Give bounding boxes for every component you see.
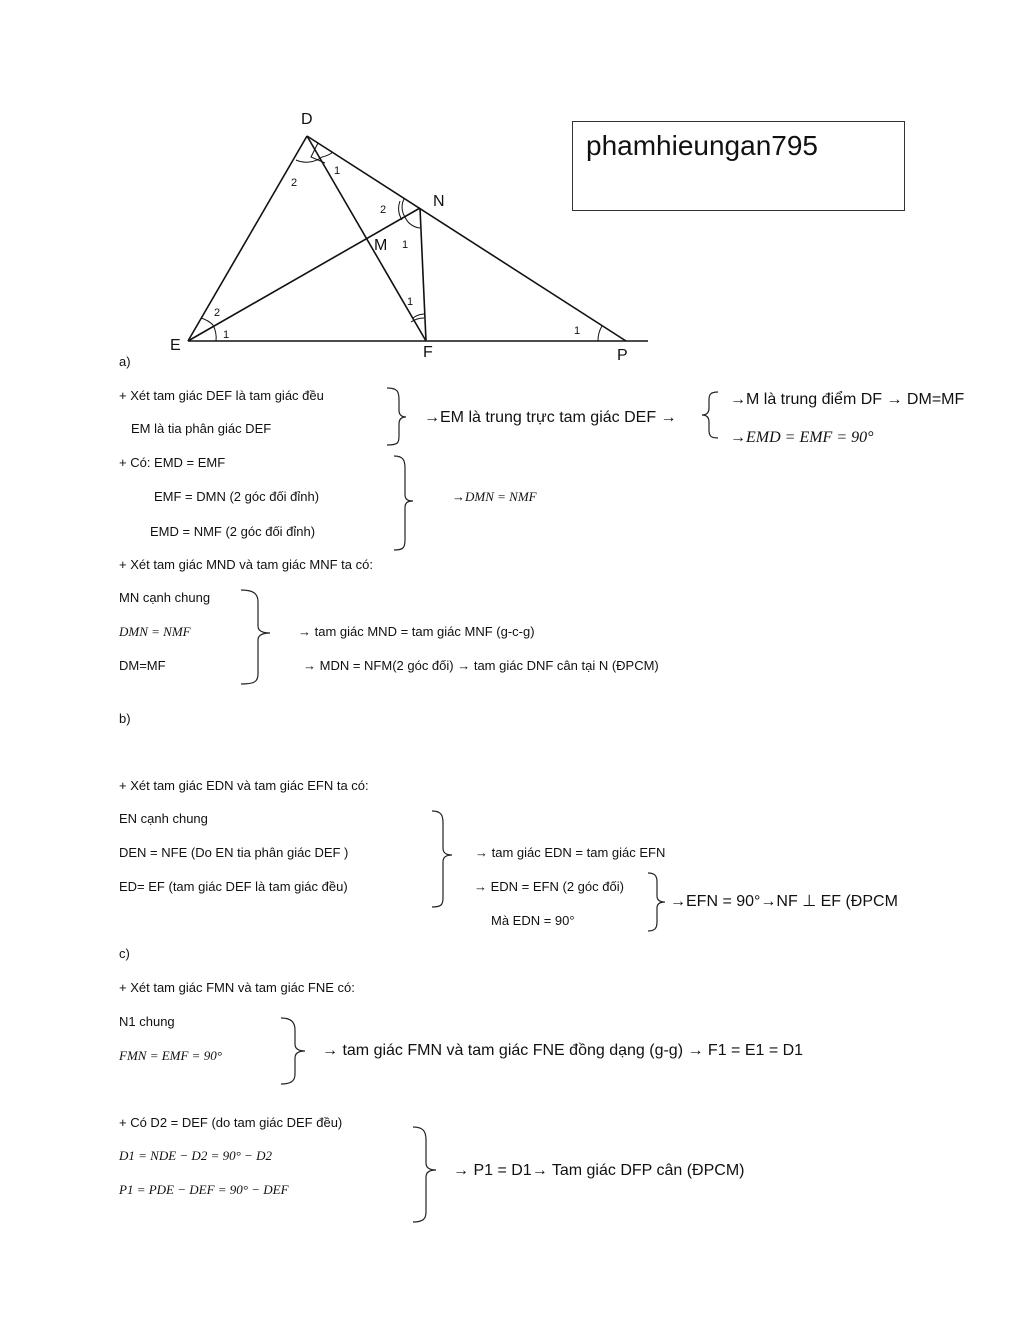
c-line-6: P1 = PDE − DEF = 90° − DEF xyxy=(119,1182,289,1197)
a-result-5: → tam giác MND = tam giác MNF (g-c-g) xyxy=(298,624,535,639)
a-line-7: MN cạnh chung xyxy=(119,590,211,605)
segment-en xyxy=(188,208,420,341)
angle-arc-n1 xyxy=(405,217,420,228)
a-line-2: EM là tia phân giác DEF xyxy=(131,421,272,436)
angle-label-n2: 2 xyxy=(380,204,387,216)
label-m: M xyxy=(374,237,388,254)
brace-a3 xyxy=(394,456,413,550)
angle-label-e2: 2 xyxy=(214,307,221,319)
brace-b1 xyxy=(432,811,452,907)
a-result-4: →DMN = NMF xyxy=(452,489,537,504)
a-result-2: →M là trung điểm DF → DM=MF xyxy=(730,391,965,408)
label-f: F xyxy=(423,344,433,361)
heading-part-a: a) xyxy=(119,354,131,369)
label-p: P xyxy=(617,347,628,364)
angle-label-m1: 1 xyxy=(407,296,414,308)
brace-a2 xyxy=(702,392,718,438)
a-line-6: + Xét tam giác MND và tam giác MNF ta có: xyxy=(119,557,373,572)
brace-c1 xyxy=(281,1018,305,1084)
angle-arc-d1 xyxy=(322,152,333,157)
brace-a4 xyxy=(241,590,270,684)
b-result-3: Mà EDN = 90° xyxy=(491,913,575,928)
angle-arc-p1 xyxy=(598,326,602,341)
angle-arc-d2 xyxy=(296,157,322,162)
a-line-8: DMN = NMF xyxy=(119,624,191,639)
heading-part-b: b) xyxy=(119,711,131,726)
angle-arc-e2 xyxy=(201,318,213,325)
angle-arc-n2 xyxy=(402,199,405,217)
author-box xyxy=(572,121,905,211)
b-line-2: EN cạnh chung xyxy=(119,811,208,826)
a-line-9: DM=MF xyxy=(119,658,166,673)
author-name: phamhieungan795 xyxy=(586,130,818,161)
a-line-4: EMF = DMN (2 góc đối đỉnh) xyxy=(154,489,320,504)
segment-nf xyxy=(420,208,426,341)
angle-label-e1: 1 xyxy=(223,329,230,341)
a-line-1: + Xét tam giác DEF là tam giác đều xyxy=(119,388,324,403)
b-line-1: + Xét tam giác EDN và tam giác EFN ta có: xyxy=(119,778,369,793)
label-d: D xyxy=(301,111,313,128)
angle-label-p1: 1 xyxy=(574,325,581,337)
angle-label-d1: 1 xyxy=(334,165,341,177)
angle-label-d2: 2 xyxy=(291,177,298,189)
a-result-1: →EM là trung trực tam giác DEF → xyxy=(424,409,677,426)
c-line-5: D1 = NDE − D2 = 90° − D2 xyxy=(119,1148,272,1163)
c-result-2: → P1 = D1→ Tam giác DFP cân (ĐPCM) xyxy=(453,1162,745,1179)
angle-arc-n2b xyxy=(399,201,402,220)
label-n: N xyxy=(433,193,445,210)
b-line-4: ED= EF (tam giác DEF là tam giác đều) xyxy=(119,879,348,894)
brace-b2 xyxy=(648,873,665,931)
c-line-2: N1 chung xyxy=(119,1014,175,1029)
brace-c2 xyxy=(413,1127,436,1222)
segment-de xyxy=(188,136,307,341)
angle-arc-f1 xyxy=(413,314,424,318)
c-line-4: + Có D2 = DEF (do tam giác DEF đều) xyxy=(119,1115,343,1130)
label-e: E xyxy=(170,337,181,354)
b-result-1: → tam giác EDN = tam giác EFN xyxy=(475,845,666,860)
brace-a1 xyxy=(387,388,406,445)
b-result-2: → EDN = EFN (2 góc đối) xyxy=(474,879,624,894)
a-result-6: → MDN = NFM(2 góc đối) → tam giác DNF cân tại N (ĐPCM) xyxy=(303,658,659,673)
angle-label-n1: 1 xyxy=(402,239,409,251)
a-line-5: EMD = NMF (2 góc đối đỉnh) xyxy=(150,524,316,539)
heading-part-c: c) xyxy=(119,946,130,961)
c-result-1: → tam giác FMN và tam giác FNE đồng dạng (g-g) → F1 = E1 = D1 xyxy=(322,1042,804,1059)
angle-arc-e1 xyxy=(213,325,216,341)
c-line-3: FMN = EMF = 90° xyxy=(119,1048,222,1063)
b-result-4: →EFN = 90°→NF ⊥ EF (ĐPCM xyxy=(670,893,898,910)
c-line-1: + Xét tam giác FMN và tam giác FNE có: xyxy=(119,980,355,995)
b-line-3: DEN = NFE (Do EN tia phân giác DEF ) xyxy=(119,845,349,860)
a-line-3: + Có: EMD = EMF xyxy=(119,455,226,470)
a-result-3: →EMD = EMF = 90° xyxy=(730,429,874,446)
